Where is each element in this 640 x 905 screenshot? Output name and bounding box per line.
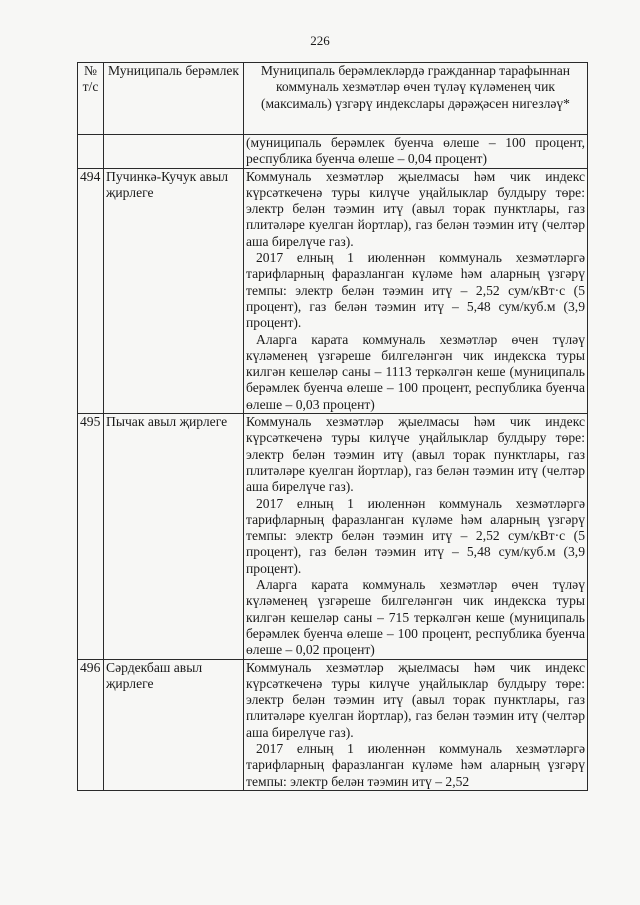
municipal-index-table	[77, 62, 588, 791]
table-row	[78, 168, 588, 413]
row-number: 495	[78, 414, 104, 659]
tariff-paragraph: 2017 елның 1 июленнән коммуналь хезмәтләргә тарифларның фаразланган күләме һәм аларның үзгәрү темпы: электр белән тәэмин итү – 2,52 сум/кВт·с (5 процент), газ белән тәэмин итү – 5,48 сум/куб.м (3,9 процент).	[246, 495, 585, 576]
table-row	[78, 414, 588, 659]
table-row	[78, 659, 588, 790]
header-municipality: Муниципаль берәмлек	[104, 63, 244, 135]
services-paragraph: Коммуналь хезмәтләр җыелмасы һәм чик индекс күрсәткеченә туры килүче уңайлыклар булдыру төре: электр белән тәэмин итү (авыл торак пунктлары, газ плитәләре куелган йортлар), газ белән тәэмин итү (челтәр аша бирелүче газ).	[246, 659, 585, 740]
header-number: № т/с	[78, 63, 104, 135]
municipality-name: Пычак авыл җирлеге	[104, 414, 244, 659]
municipality-name: Пучинкә-Кучук авыл җирлеге	[104, 168, 244, 413]
tariff-paragraph: 2017 елның 1 июленнән коммуналь хезмәтләргә тарифларның фаразланган күләме һәм аларның үзгәрү темпы: электр белән тәэмин итү – 2,52	[246, 740, 585, 789]
continuation-text: (муниципаль берәмлек буенча өлеше – 100 процент, республика буенча өлеше – 0,04 процент)	[246, 135, 585, 167]
continuation-row	[78, 135, 588, 169]
table-header-row	[78, 63, 588, 135]
header-justification: Муниципаль берәмлекләрдә гражданнар тарафыннан коммуналь хезмәтләр өчен түләү күләменең чик (максималь) үзгәрү индекслары дәрәҗәсен нигезләү*	[244, 63, 588, 135]
page-number: 226	[310, 33, 330, 48]
municipality-name: Сәрдекбаш авыл җирлеге	[104, 659, 244, 790]
population-paragraph: Аларга карата коммуналь хезмәтләр өчен түләү күләменең үзгәреше билгеләнгән чик индекска туры килгән кешеләр саны – 715 теркәлгән кеше (муниципаль берәмлек буенча өлеше – 100 процент, республика буенча өлеше – 0,02 процент)	[246, 577, 585, 658]
tariff-paragraph: 2017 елның 1 июленнән коммуналь хезмәтләргә тарифларның фаразланган күләме һәм аларның үзгәрү темпы: электр белән тәэмин итү – 2,52 сум/кВт·с (5 процент), газ белән тәэмин итү – 5,48 сум/куб.м (3,9 процент).	[246, 250, 585, 331]
services-paragraph: Коммуналь хезмәтләр җыелмасы һәм чик индекс күрсәткеченә туры килүче уңайлыклар булдыру төре: электр белән тәэмин итү (авыл торак пунктлары, газ плитәләре куелган йортлар), газ белән тәэмин итү (челтәр аша бирелүче газ).	[246, 414, 585, 495]
services-paragraph: Коммуналь хезмәтләр җыелмасы һәм чик индекс күрсәткеченә туры килүче уңайлыклар булдыру төре: электр белән тәэмин итү (авыл торак пунктлары, газ плитәләре куелган йортлар), газ белән тәэмин итү (челтәр аша бирелүче газ).	[246, 168, 585, 249]
row-number: 494	[78, 168, 104, 413]
population-paragraph: Аларга карата коммуналь хезмәтләр өчен түләү күләменең үзгәреше билгеләнгән чик индекска туры килгән кешеләр саны – 1113 теркәлгән кеше (муниципаль берәмлек буенча өлеше – 100 процент, республика буенча өлеше – 0,03 процент)	[246, 331, 585, 412]
row-number: 496	[78, 659, 104, 790]
